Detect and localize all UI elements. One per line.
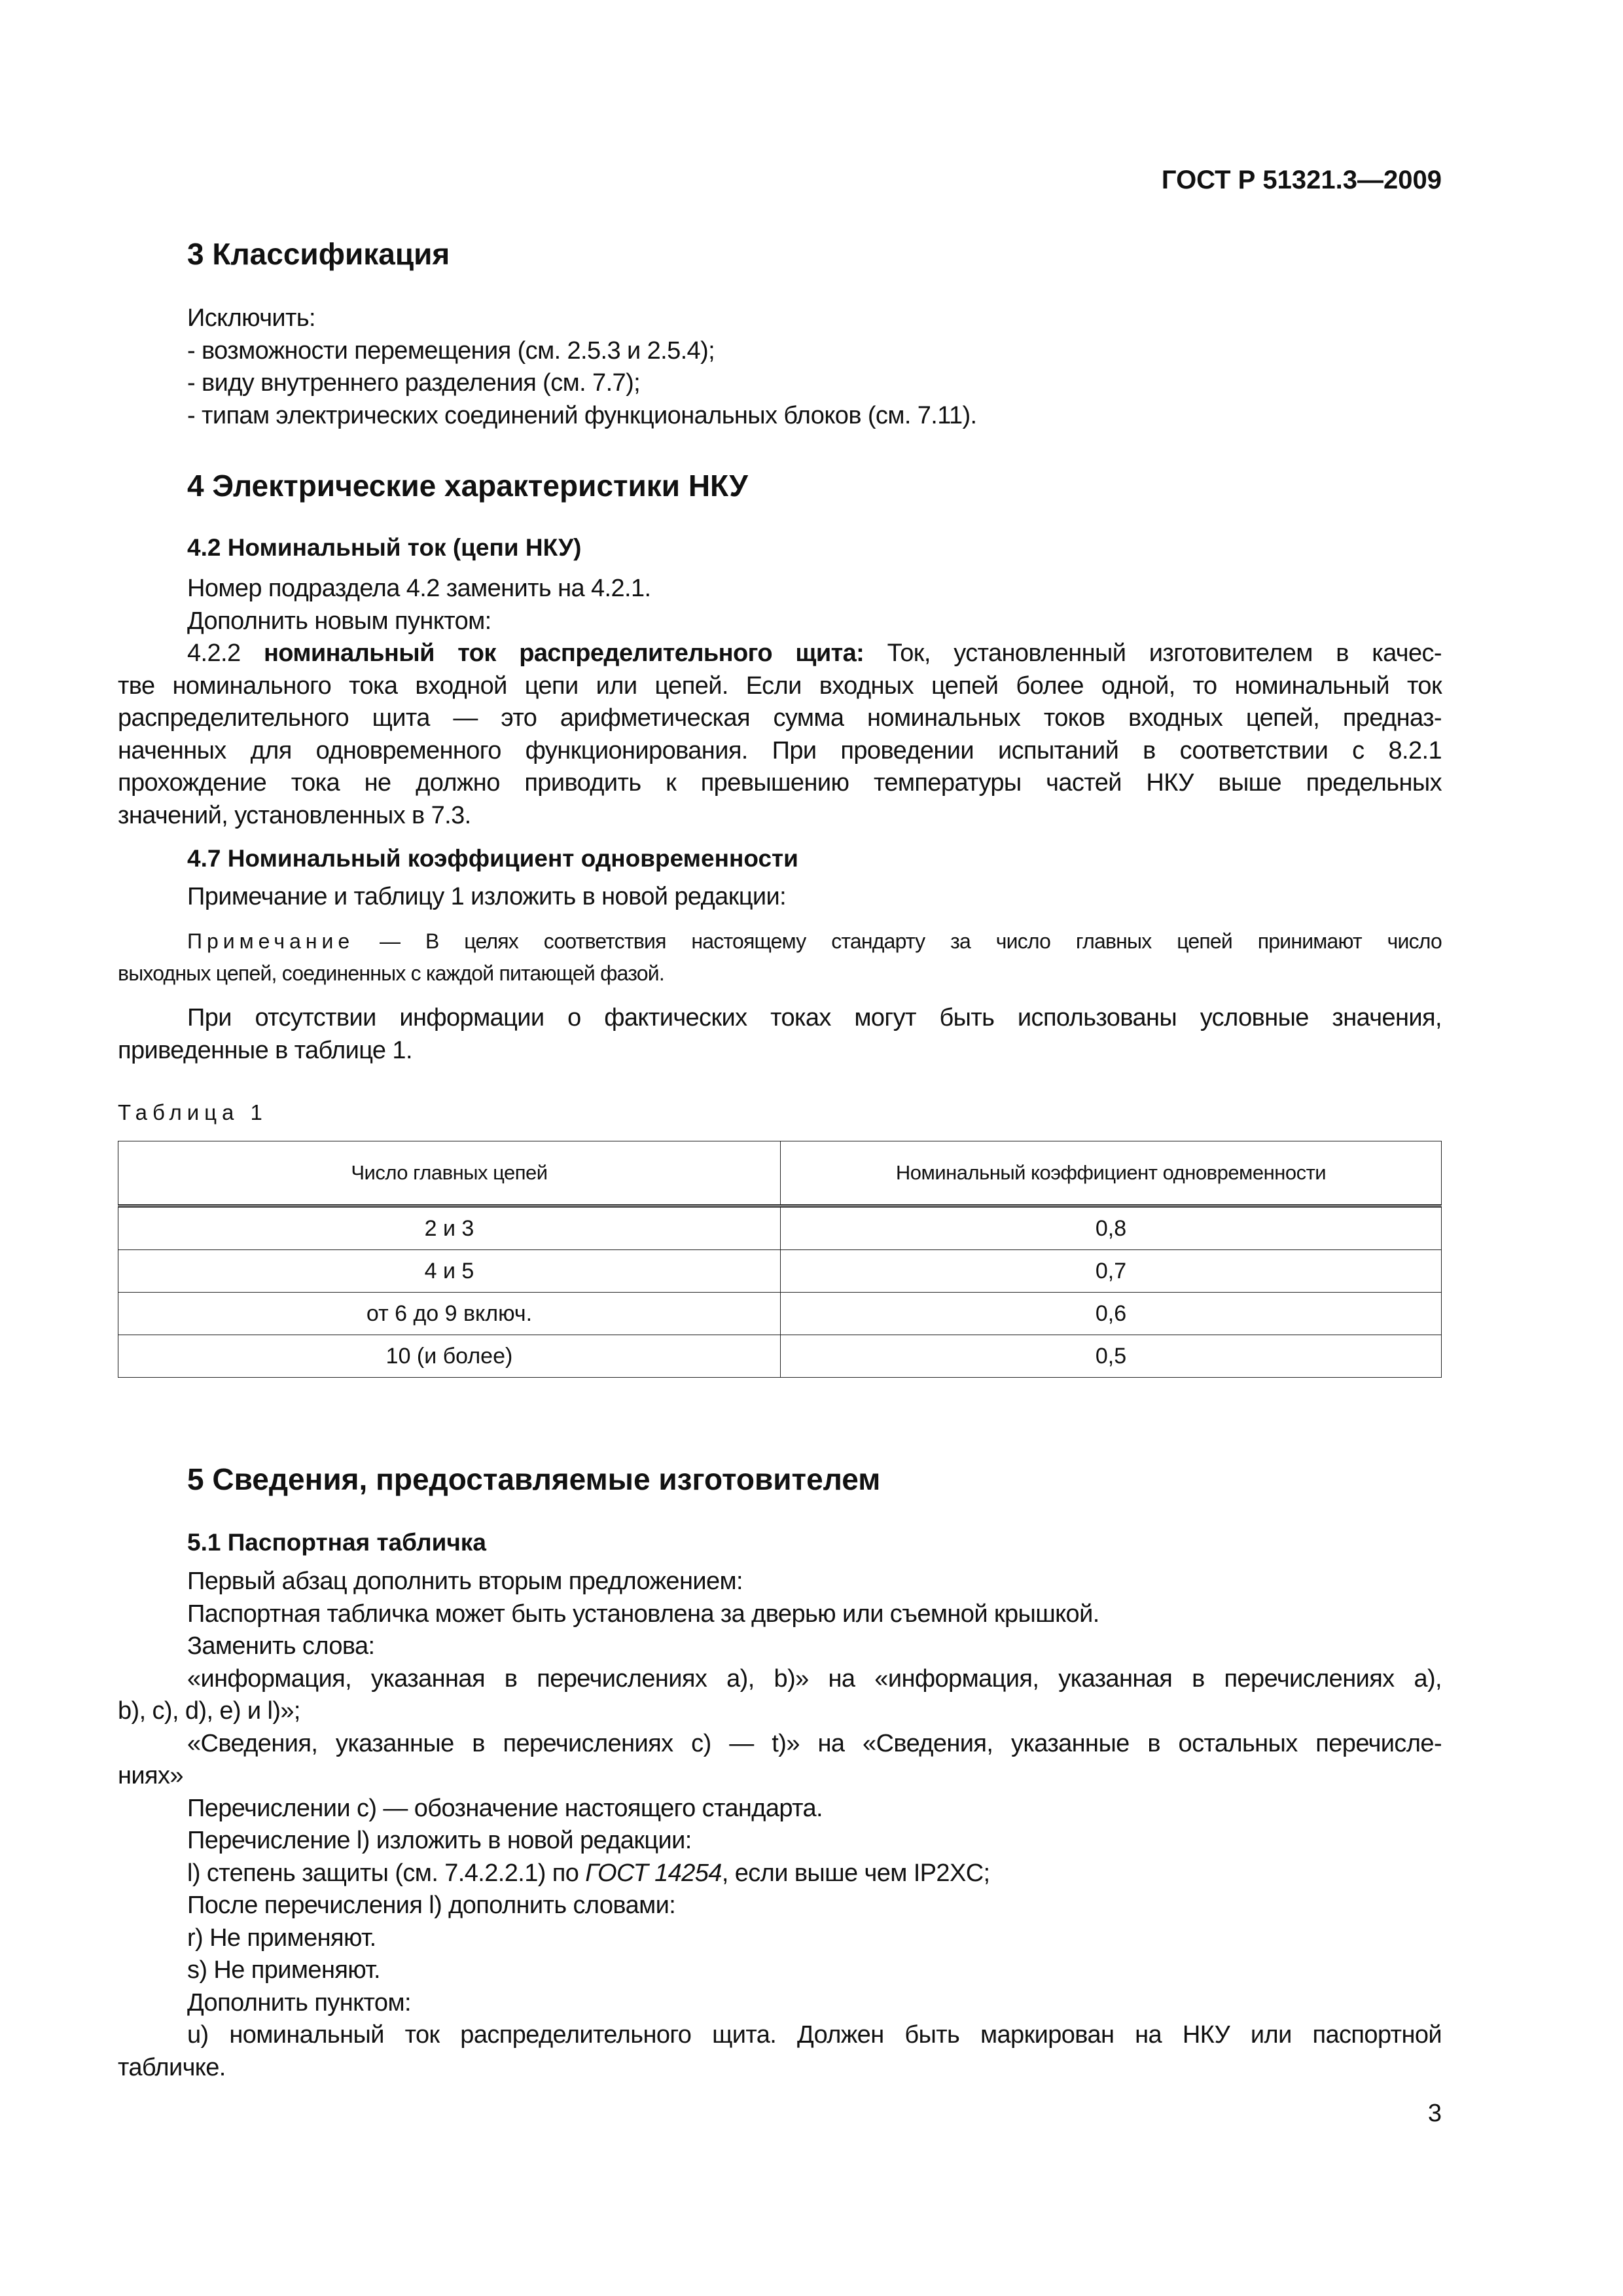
table-cell: 10 (и более) <box>118 1335 781 1378</box>
paragraph-line: «Сведения, указанные в перечислениях с) — t)» на «Сведения, указанные в остальных перечисле- <box>187 1729 1442 1757</box>
paragraph-line: прохождение тока не должно приводить к превышению температуры частей НКУ выше предельных <box>118 769 1442 797</box>
conditional-values-paragraph <box>118 1002 1442 1067</box>
subsection-5-1-body <box>118 1566 1442 2084</box>
table-cell: 0,7 <box>781 1250 1442 1293</box>
table-header-row <box>118 1141 1442 1206</box>
note-label: Примечание <box>187 929 355 953</box>
list-item-text: , если выше чем IP2XC; <box>721 1859 990 1887</box>
section-3-body <box>118 302 1442 432</box>
table-cell: 0,6 <box>781 1293 1442 1335</box>
list-item: r) Не применяют. <box>187 1924 376 1952</box>
paragraph-line: «информация, указанная в перечислениях a), b)» на «информация, указанная в перечислениях a), <box>187 1664 1442 1693</box>
paragraph-line: Паспортная табличка может быть установлена за дверью или съемной крышкой. <box>187 1600 1099 1628</box>
section-3-heading: 3 Классификация <box>187 237 450 271</box>
diversity-factor-table <box>118 1141 1442 1378</box>
list-item: s) Не применяют. <box>187 1956 380 1984</box>
note-line <box>118 925 1442 958</box>
note-text: — В целях соответствия настоящему стандарту за число главных цепей принимают число <box>354 929 1442 953</box>
paragraph-line: Номер подраздела 4.2 заменить на 4.2.1. <box>187 575 651 602</box>
subsection-4-2-body <box>118 573 1442 832</box>
table-row <box>118 1335 1442 1378</box>
paragraph-line: После перечисления l) дополнить словами: <box>187 1892 676 1919</box>
clause-number: 4.2.2 <box>187 639 264 667</box>
paragraph-line: b), c), d), e) и l)»; <box>118 1697 300 1725</box>
clause-text: Ток, установленный изготовителем в качес- <box>864 639 1442 667</box>
subsection-5-1-heading: 5.1 Паспортная табличка <box>187 1529 486 1556</box>
table-cell: от 6 до 9 включ. <box>118 1293 781 1335</box>
paragraph-line: Примечание и таблицу 1 изложить в новой редакции: <box>187 883 787 910</box>
clause-term: номинальный ток распределительного щита: <box>263 639 865 667</box>
table-cell: 0,8 <box>781 1206 1442 1250</box>
subsection-4-2-heading: 4.2 Номинальный ток (цепи НКУ) <box>187 534 582 561</box>
standard-reference: ГОСТ 14254 <box>585 1859 722 1887</box>
subsection-4-7-heading: 4.7 Номинальный коэффициент одновременности <box>187 845 798 872</box>
paragraph-line: Дополнить пунктом: <box>187 1988 411 2017</box>
list-item: - возможности перемещения (см. 2.5.3 и 2.5.4); <box>187 336 715 365</box>
paragraph-line: Дополнить новым пунктом: <box>187 607 491 635</box>
note-line: выходных цепей, соединенных с каждой питающей фазой. <box>118 961 664 985</box>
section-5-heading: 5 Сведения, предоставляемые изготовителем <box>187 1462 881 1496</box>
paragraph-line: ниях» <box>118 1762 183 1789</box>
table-cell: 2 и 3 <box>118 1206 781 1250</box>
note <box>118 925 1442 990</box>
paragraph-line: наченных для одновременного функционирования. При проведении испытаний в соответствии с 8.2.1 <box>118 736 1442 764</box>
table-row <box>118 1293 1442 1335</box>
paragraph-line: Перечисление l) изложить в новой редакции: <box>187 1827 692 1854</box>
paragraph-line: Первый абзац дополнить вторым предложением: <box>187 1568 743 1595</box>
table-row <box>118 1250 1442 1293</box>
section-4-heading: 4 Электрические характеристики НКУ <box>187 469 748 503</box>
list-item: - виду внутреннего разделения (см. 7.7); <box>187 369 641 397</box>
table-cell: 4 и 5 <box>118 1250 781 1293</box>
paragraph-line: значений, установленных в 7.3. <box>118 801 471 829</box>
paragraph-line: При отсутствии информации о фактических токах могут быть использованы условные значения, <box>187 1004 1442 1031</box>
list-item: - типам электрических соединений функциональных блоков (см. 7.11). <box>187 401 977 429</box>
list-item-text: l) степень защиты (см. 7.4.2.2.1) по <box>187 1859 586 1887</box>
paragraph-line: Заменить слова: <box>187 1632 375 1660</box>
column-header: Число главных цепей <box>118 1141 781 1206</box>
exclude-intro: Исключить: <box>187 304 315 332</box>
paragraph-line: тве номинального тока входной цепи или цепей. Если входных цепей более одной, то номинальный ток <box>118 672 1442 700</box>
column-header: Номинальный коэффициент одновременности <box>781 1141 1442 1206</box>
table-cell: 0,5 <box>781 1335 1442 1378</box>
page-number: 3 <box>1427 2100 1442 2127</box>
list-item: табличке. <box>118 2053 226 2081</box>
list-item: u) номинальный ток распределительного щита. Должен быть маркирован на НКУ или паспортной <box>187 2021 1442 2049</box>
paragraph-line: Перечислении с) — обозначение настоящего стандарта. <box>187 1794 823 1822</box>
paragraph-line: распределительного щита — это арифметическая сумма номинальных токов входных цепей, предназ- <box>118 704 1442 732</box>
document-id-header: ГОСТ Р 51321.3—2009 <box>1161 166 1442 194</box>
table-caption: Таблица 1 <box>118 1100 268 1124</box>
list-item-l <box>118 1857 1442 1890</box>
paragraph-line: приведенные в таблице 1. <box>118 1036 412 1064</box>
clause-4-2-2 <box>118 637 1442 670</box>
subsection-4-7-intro <box>118 881 1442 914</box>
table-row <box>118 1206 1442 1250</box>
